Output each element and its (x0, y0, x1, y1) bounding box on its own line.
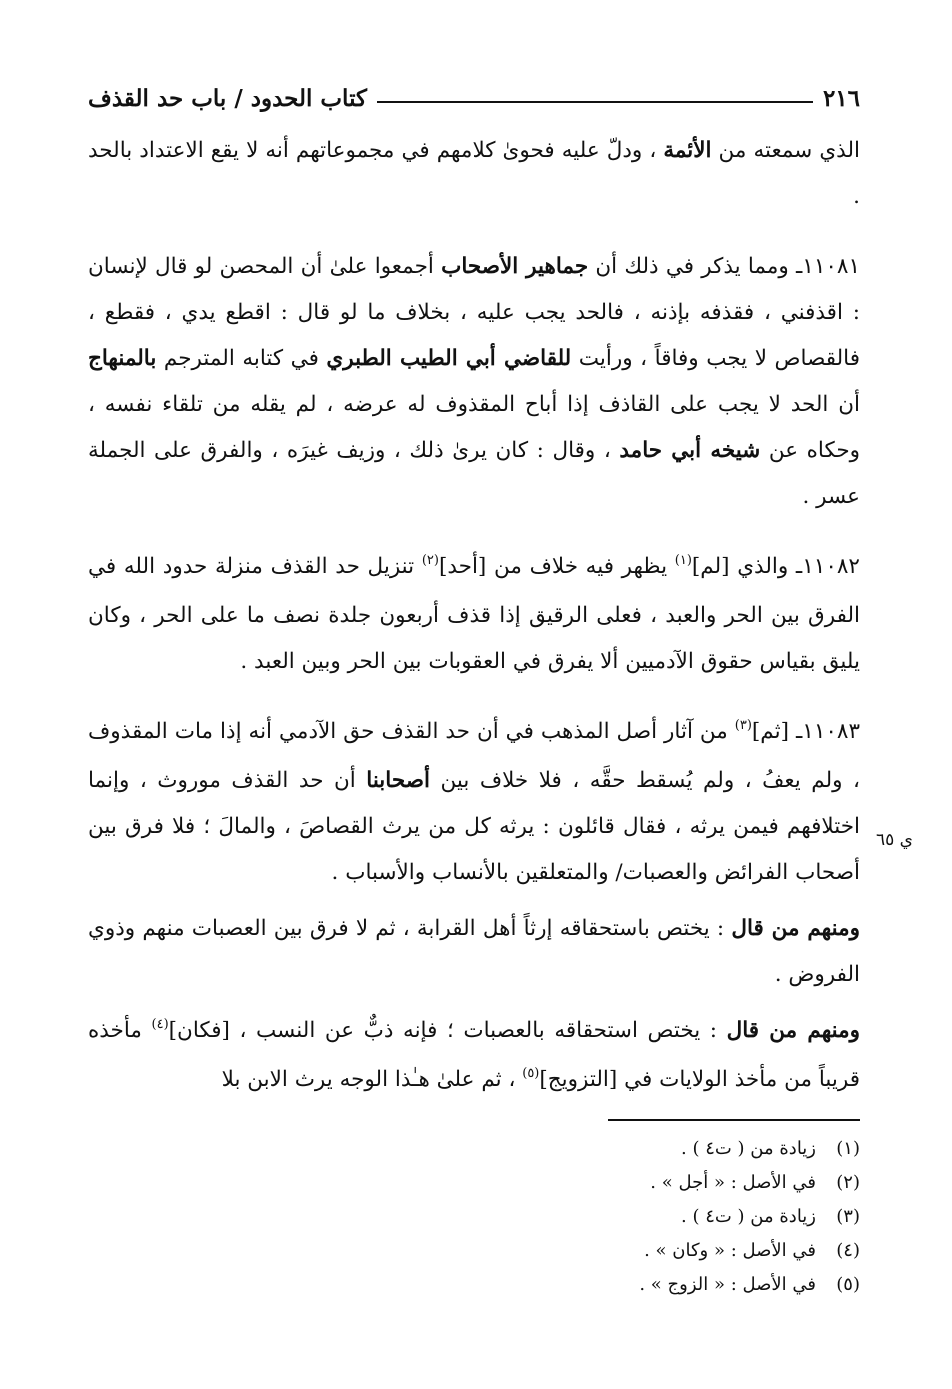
bold-term: الأئمة (663, 138, 712, 163)
text-run: أجمعوا علىٰ أن المحصن لو قال لإنسان : اقذفني ، فقذفه بإذنه ، فالحد يجب عليه ، بخلاف ما لو قال : اقطع يدي ، فقطع ، فالقصاص لا يجب وفاقاً ، ورأيت (88, 254, 860, 371)
text-run: أن حد القذف موروث ، وإنما اختلافهم فيمن يرثه ، فقال قائلون : يرثه كل من يرث القصاصَ ، والمالَ ؛ فلا فرق بين أصحاب الفرائض والعصبات/ والمتعلقين بالأنساب والأسباب . (88, 768, 860, 885)
text-run: مأخذه قريباً من مأخذ الولايات في [التزويج] (88, 1018, 860, 1092)
running-header (88, 78, 860, 118)
footnote-item (88, 1200, 860, 1234)
page-number: ٢١٦ (822, 84, 860, 112)
text-run: أن الحد لا يجب على القاذف إذا أباح المقذوف له عرضه ، لم يقله من تلقاء نفسه ، وحكاه عن (88, 392, 860, 463)
footnote-item (88, 1268, 860, 1302)
footnote-ref: (٢) (421, 553, 439, 568)
text-run: في كتابه المترجم (156, 346, 327, 371)
footnote-number: (٥) (836, 1274, 860, 1295)
footnote-item (88, 1234, 860, 1268)
paragraph-11082 (88, 544, 860, 685)
bold-term: ومنهم من قال (731, 916, 860, 941)
text-run: من آثار أصل المذهب في أن حد القذف حق الآدمي أنه إذا مات المقذوف ، ولم يعفُ ، ولم يُسقط حقَّه ، فلا خلاف بين (88, 719, 860, 793)
text-run: ، وقال : كان يرىٰ ذلك ، وزيف غيرَه ، والفرق على الجملة عسر . (88, 438, 860, 509)
main-text (88, 128, 860, 1116)
text-run: تنزيل حد القذف منزلة حدود الله في الفرق بين الحر والعبد ، فعلى الرقيق إذا قذف أربعون جلدة نصف ما على الحر ، وكان يليق بقياس حقوق الآدميين ألا يفرق في العقوبات بين الحر وبين العبد . (88, 554, 860, 674)
footnote-number: (٣) (836, 1206, 860, 1227)
footnote-number: (٢) (836, 1172, 860, 1193)
margin-page-marker: ي ٦٥ (876, 830, 913, 850)
text-run: ، ثم علىٰ هـٰذا الوجه يرث الابن بلا (221, 1067, 523, 1092)
text-run: ١١٠٨٢ـ والذي [لم] (691, 554, 860, 579)
footnotes (88, 1132, 860, 1302)
footnote-ref: (٣) (734, 718, 752, 733)
footnote-item (88, 1166, 860, 1200)
footnote-text: في الأصل : « الزوج » . (639, 1274, 816, 1295)
paragraph-intro (88, 128, 860, 220)
footnote-ref: (١) (674, 553, 692, 568)
paragraph-opinion-2 (88, 1008, 860, 1106)
footnote-number: (١) (836, 1138, 860, 1159)
paragraph-opinion-1 (88, 906, 860, 998)
text-run: : يختص باستحقاقه إرثاً أهل القرابة ، ثم لا فرق بين العصبات منهم وذوي الفروض . (88, 916, 860, 987)
bold-term: بالمنهاج (88, 346, 157, 371)
footnote-text: زيادة من ( ت٤ ) . (681, 1206, 816, 1227)
bold-term: شيخه أبي حامد (619, 438, 761, 463)
footnote-text: زيادة من ( ت٤ ) . (681, 1138, 816, 1159)
footnote-ref: (٥) (522, 1066, 540, 1081)
text-run: ، ودلّ عليه فحوىٰ كلامهم في مجموعاتهم أنه لا يقع الاعتداد بالحد . (88, 138, 860, 209)
bold-term: ومنهم من قال (726, 1018, 860, 1043)
footnote-item (88, 1132, 860, 1166)
footnote-text: في الأصل : « أجل » . (650, 1172, 816, 1193)
bold-term: جماهير الأصحاب (441, 254, 589, 279)
text-run: ١١٠٨١ـ ومما يذكر في ذلك أن (588, 254, 861, 279)
footnote-number: (٤) (836, 1240, 860, 1261)
text-run: يظهر فيه خلاف من [أحد] (438, 554, 675, 579)
footnote-ref: (٤) (151, 1017, 169, 1032)
footnote-text: في الأصل : « وكان » . (644, 1240, 816, 1261)
bold-term: للقاضي أبي الطيب الطبري (326, 346, 572, 371)
header-rule (377, 101, 813, 103)
footnote-separator (608, 1119, 860, 1121)
paragraph-11081 (88, 244, 860, 520)
running-title: كتاب الحدود / باب حد القذف (88, 84, 367, 112)
text-run: الذي سمعته من (711, 138, 860, 163)
bold-term: أصحابنا (366, 768, 430, 793)
text-run: : يختص استحقاقه بالعصبات ؛ فإنه ذبٌّ عن النسب ، [فكان] (168, 1018, 727, 1043)
text-run: ١١٠٨٣ـ [ثم] (751, 719, 861, 744)
paragraph-11083 (88, 709, 860, 896)
